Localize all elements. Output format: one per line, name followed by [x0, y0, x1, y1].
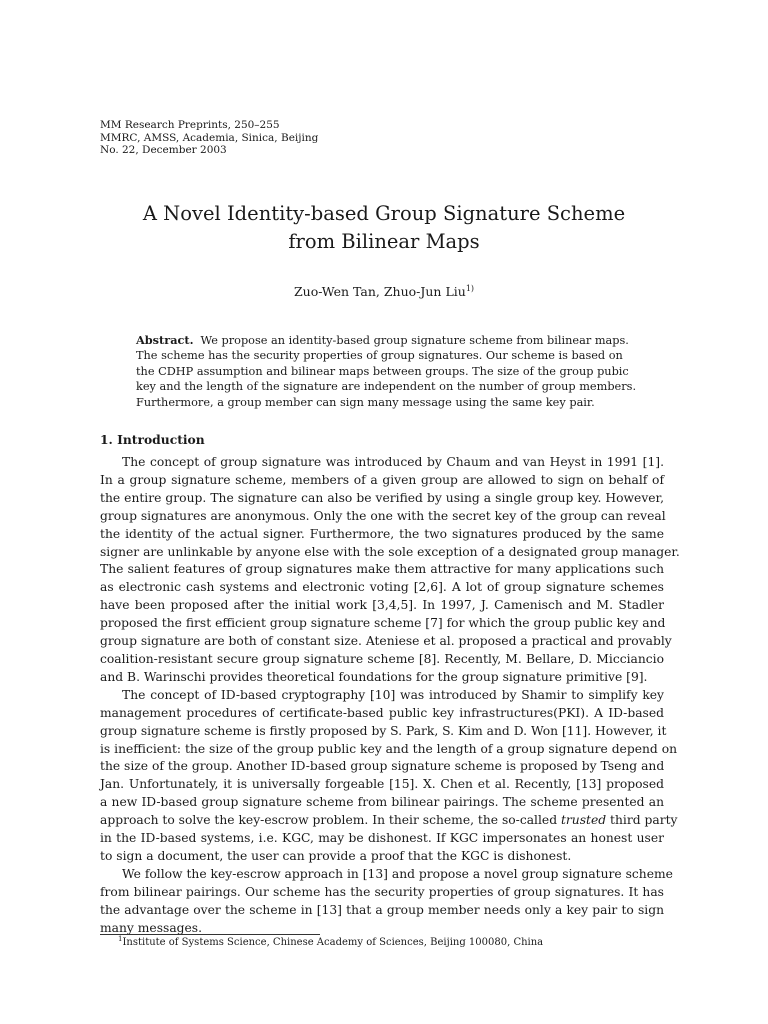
body-line: the entire group. The signature can also be verified by using a single group key. However, [100, 490, 664, 505]
body-line: to sign a document, the user can provide a proof that the KGC is dishonest. [100, 848, 572, 863]
introduction-body [100, 454, 680, 937]
body-line: group signature are both of constant size. Ateniese et al. proposed a practical and provably [100, 634, 672, 649]
body-line: The concept of ID-based cryptography [10] was introduced by Shamir to simplify key [122, 687, 664, 702]
abstract-line: The scheme has the security properties of group signatures. Our scheme is based on [136, 349, 623, 363]
abstract-line: key and the length of the signature are independent on the number of group members. [136, 380, 637, 394]
body-line: proposed the first efficient group signature scheme [7] for which the group public key and [100, 616, 666, 631]
body-line: The concept of group signature was introduced by Chaum and van Heyst in 1991 [1]. [122, 455, 664, 469]
body-line: and B. Warinschi provides theoretical foundations for the group signature primitive [9]. [100, 669, 648, 684]
header-line-issue: No. 22, December 2003 [100, 144, 227, 156]
body-line [100, 812, 678, 830]
body-line: We follow the key-escrow approach in [13] and propose a novel group signature scheme [122, 866, 673, 881]
body-line: have been proposed after the initial work [3,4,5]. In 1997, J. Camenisch and M. Stadler [100, 598, 664, 613]
footnote-mark: 1 [118, 935, 123, 943]
author-names: Zuo-Wen Tan, Zhuo-Jun Liu [293, 284, 466, 299]
body-line: in the ID-based systems, i.e. KGC, may be dishonest. If KGC impersonates an honest user [100, 831, 664, 846]
body-line: In a group signature scheme, members of a given group are allowed to sign on behalf of [100, 472, 664, 487]
title-line-2: from Bilinear Maps [288, 230, 480, 253]
body-line: many messages. [100, 920, 203, 935]
body-line: a new ID-based group signature scheme from bilinear pairings. The scheme presented an [100, 795, 664, 810]
body-line: The salient features of group signatures make them attractive for many applications such [100, 562, 664, 577]
body-line: coalition-resistant secure group signature scheme [8]. Recently, M. Bellare, D. Micciancio [100, 651, 664, 666]
abstract-line: the CDHP assumption and bilinear maps between groups. The size of the group pubic [136, 364, 629, 378]
author-footnote-mark: 1) [465, 284, 475, 293]
preprint-header [100, 119, 318, 157]
title-line-1: A Novel Identity-based Group Signature Scheme [142, 202, 626, 225]
footnote-rule [100, 934, 320, 935]
paper-title [0, 200, 768, 256]
section-heading-introduction: 1. Introduction [100, 432, 205, 447]
abstract [136, 333, 637, 410]
body-line: Jan. Unfortunately, it is universally forgeable [15]. X. Chen et al. Recently, [13] proposed [100, 777, 664, 792]
abstract-label: Abstract. [136, 333, 194, 347]
header-line-institution: MMRC, AMSS, Academia, Sinica, Beijing [100, 131, 319, 144]
body-line: the size of the group. Another ID-based group signature scheme is proposed by Tseng and [100, 759, 665, 774]
emphasis-trusted: trusted [560, 813, 607, 828]
footnote-text: Institute of Systems Science, Chinese Academy of Sciences, Beijing 100080, China [122, 937, 544, 948]
body-line-text: third party [610, 813, 678, 828]
abstract-line [136, 333, 630, 348]
abstract-line-text: We propose an identity-based group signature scheme from bilinear maps. [200, 334, 629, 347]
body-line: group signature scheme is firstly proposed by S. Park, S. Kim and D. Won [11]. However, it [100, 723, 667, 738]
footnote [118, 936, 543, 949]
body-line: from bilinear pairings. Our scheme has the security properties of group signatures. It has [100, 884, 664, 899]
body-line: management procedures of certificate-based public key infrastructures(PKI). A ID-based [100, 705, 664, 720]
body-line: the advantage over the scheme in [13] that a group member needs only a key pair to sign [100, 902, 664, 917]
body-line: signer are unlinkable by anyone else with the sole exception of a designated group manager. [100, 544, 680, 559]
abstract-line: Furthermore, a group member can sign many message using the same key pair. [136, 395, 595, 409]
body-line: is inefficient: the size of the group public key and the length of a group signature depend on [100, 741, 678, 756]
author-list [0, 284, 768, 300]
body-line-text: approach to solve the key-escrow problem. In their scheme, the so-called [100, 813, 558, 828]
header-line-series: MM Research Preprints, 250–255 [100, 119, 280, 131]
body-line: as electronic cash systems and electronic voting [2,6]. A lot of group signature schemes [100, 580, 664, 595]
body-line: group signatures are anonymous. Only the one with the secret key of the group can reveal [100, 508, 666, 523]
body-line: the identity of the actual signer. Furthermore, the two signatures produced by the same [100, 526, 664, 541]
